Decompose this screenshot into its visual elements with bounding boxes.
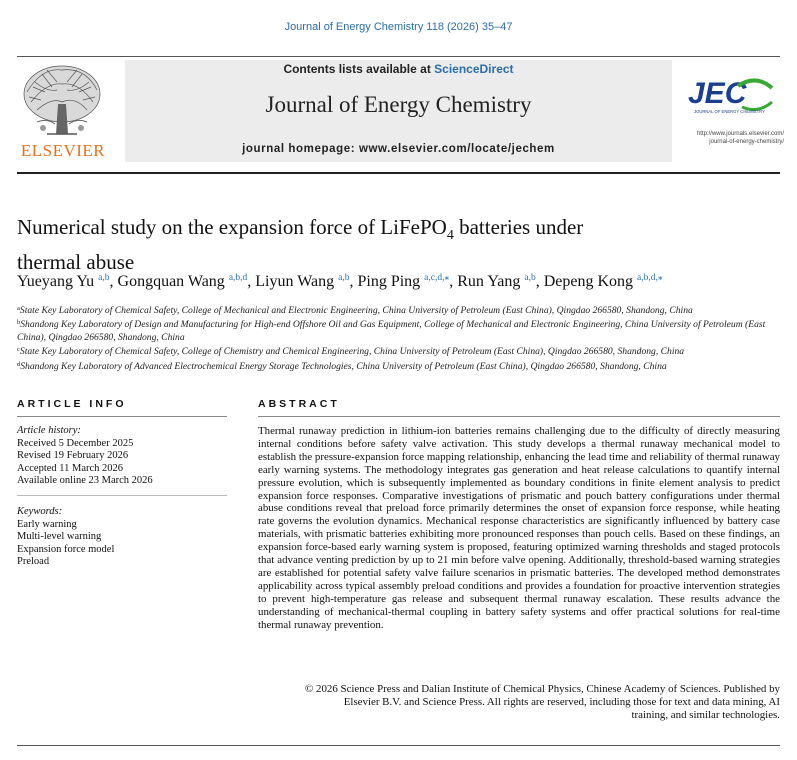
affiliation-text: State Key Laboratory of Chemical Safety, College of Mechanical and Electronic Engineering, China University of Petroleum (East China), Qingdao 266580, Shandong, China bbox=[19, 305, 693, 316]
journal-header-box bbox=[125, 60, 672, 162]
author-separator: , bbox=[449, 273, 458, 290]
article-info-divider bbox=[17, 416, 227, 417]
author[interactable] bbox=[17, 273, 118, 290]
author-separator: , bbox=[109, 273, 118, 290]
author[interactable] bbox=[544, 273, 663, 290]
elsevier-wordmark[interactable]: ELSEVIER bbox=[20, 141, 106, 160]
author-name: Liyun Wang bbox=[255, 273, 335, 290]
affiliation-text: State Key Laboratory of Chemical Safety, College of Chemistry and Chemical Engineering, China University of Petroleum (East China), Qingdao 266580, Shandong, China bbox=[19, 346, 685, 358]
keywords-block bbox=[17, 506, 227, 569]
jec-logo-icon bbox=[686, 76, 778, 116]
history-revised: Revised 19 February 2026 bbox=[17, 450, 129, 461]
jec-url[interactable] bbox=[684, 130, 784, 146]
affiliation-key: a bbox=[17, 305, 20, 312]
journal-title: Journal of Energy Chemistry bbox=[265, 92, 532, 117]
keywords-label: Keywords: bbox=[17, 506, 63, 517]
affiliation-list bbox=[17, 303, 787, 373]
article-info-heading: ARTICLE INFO bbox=[17, 398, 127, 410]
title-line2: thermal abuse bbox=[17, 250, 135, 275]
affiliation-item bbox=[17, 359, 787, 373]
affiliation-key: d bbox=[17, 360, 21, 368]
info-divider bbox=[17, 495, 227, 496]
author-separator: , bbox=[349, 273, 358, 290]
history-online: Available online 23 March 2026 bbox=[17, 475, 153, 486]
affiliation-key: c bbox=[17, 346, 20, 354]
author-list bbox=[17, 272, 787, 291]
author-name: Gongquan Wang bbox=[117, 273, 225, 290]
jec-logo-text: JEC bbox=[688, 77, 747, 110]
affiliation-text: Shandong Key Laboratory of Advanced Electrochemical Energy Storage Technologies, China University of Petroleum (East China), Qingdao 266580, Shandong, China bbox=[20, 360, 667, 372]
keyword-item: Expansion force model bbox=[17, 543, 115, 555]
homepage-label: journal homepage: bbox=[242, 143, 359, 155]
elsevier-tree-icon bbox=[17, 62, 107, 142]
history-label: Article history: bbox=[17, 425, 81, 436]
author[interactable] bbox=[357, 273, 457, 290]
abstract-divider bbox=[258, 416, 780, 417]
author-name: Run Yang bbox=[457, 273, 521, 290]
contents-prefix: Contents lists available at bbox=[283, 62, 435, 76]
keyword-item: Multi-level warning bbox=[17, 531, 102, 542]
author-affiliation-marks[interactable]: a,b,d,⁎ bbox=[637, 273, 663, 283]
author-affiliation-marks[interactable]: a,b bbox=[338, 273, 350, 283]
title-line1: Numerical study on the expansion force of LiFePO bbox=[17, 215, 447, 239]
author-affiliation-marks[interactable]: a,b bbox=[524, 273, 536, 283]
affiliation-item bbox=[17, 317, 787, 344]
abstract-text: Thermal runaway prediction in lithium-ion batteries remains challenging due to the difficulty of directly measuring internal conditions before safety valve activation. This study develops a thermal runaway mechanical model to establish the pressure-expansion force mapping relationship, enhancing the lead time and reliability of thermal runaway early warning systems. The methodology integrates gas generation and heat release calculations to quantify internal pressure evolution, which is subsequently implemented as boundary conditions in finite element analysis to predict expansion force responses. Comparative investigations of prismatic and pouch battery configurations under thermal abuse conditions reveal that preload force primarily determines the onset of expansion force response, while heating rate governs the evolution dynamics. Mechanical response characteristics are significantly influenced by battery case materials, with prismatic batteries exhibiting more pronounced responses than pouch cells. Based on these findings, an expansion force-based early warning system is proposed, featuring optimized warning thresholds and staged protocols that advance venting prediction by up to 21 min before valve opening. Additionally, threshold-based warning strategies are established for potential safety valve failure scenarios in prismatic batteries. The developed method demonstrates applicability across typical assembly preload conditions and provides a foundation for proactive intervention strategies to prevent high-temperature gas release and subsequent thermal runaway escalation. These results advance the understanding of mechanical-thermal coupling in battery safety systems and offer practical solutions for real-time thermal runaway prevention. bbox=[258, 425, 780, 631]
journal-reference[interactable]: Journal of Energy Chemistry 118 (2026) 35–47 bbox=[284, 21, 513, 33]
jec-url-line1: http://www.journals.elsevier.com/ bbox=[696, 131, 784, 137]
author-separator: , bbox=[535, 273, 544, 290]
sciencedirect-link[interactable]: ScienceDirect bbox=[434, 62, 514, 76]
jec-logo-caption: JOURNAL OF ENERGY CHEMISTRY bbox=[694, 109, 765, 114]
contents-line bbox=[125, 62, 672, 76]
homepage-url-link[interactable]: www.elsevier.com/locate/jechem bbox=[358, 143, 555, 155]
author-name: Depeng Kong bbox=[543, 273, 634, 290]
author-name: Yueyang Yu bbox=[17, 273, 95, 290]
header-divider bbox=[17, 172, 780, 174]
author-affiliation-marks[interactable]: a,c,d,⁎ bbox=[424, 273, 450, 283]
author-affiliation-marks[interactable]: a,b bbox=[98, 273, 110, 283]
title-line1-end: batteries under bbox=[453, 215, 584, 239]
affiliation-item bbox=[17, 303, 787, 317]
journal-homepage bbox=[125, 143, 672, 155]
history-accepted: Accepted 11 March 2026 bbox=[17, 462, 124, 474]
title-subscript: 4 bbox=[446, 228, 454, 244]
article-history bbox=[17, 425, 227, 488]
keyword-item: Preload bbox=[17, 556, 50, 567]
author[interactable] bbox=[255, 273, 357, 290]
affiliation-key: b bbox=[17, 319, 21, 327]
author-separator: , bbox=[247, 273, 256, 290]
bottom-divider bbox=[17, 745, 780, 746]
history-received: Received 5 December 2025 bbox=[17, 437, 134, 449]
copyright-line: © 2026 Science Press and Dalian Institute of Chemical Physics, Chinese Academy of Sciences. Published by bbox=[305, 683, 780, 695]
jec-url-line2: journal-of-energy-chemistry/ bbox=[709, 139, 784, 145]
affiliation-text: Shandong Key Laboratory of Design and Manufacturing for High-end Offshore Oil and Gas Equipment, College of Mechanical and Electronic Engineering, China University of Petroleum (East China), Qingdao 266580, Shandong, China bbox=[17, 319, 766, 343]
copyright-notice bbox=[258, 683, 780, 722]
keyword-item: Early warning bbox=[17, 518, 77, 530]
author-name: Ping Ping bbox=[357, 273, 421, 290]
abstract-heading: ABSTRACT bbox=[258, 398, 340, 410]
copyright-line: training, and similar technologies. bbox=[631, 708, 780, 721]
paper-title bbox=[17, 214, 717, 275]
top-divider bbox=[17, 56, 780, 57]
author[interactable] bbox=[118, 273, 256, 290]
author[interactable] bbox=[457, 273, 543, 290]
jec-logo[interactable] bbox=[686, 76, 778, 116]
author-affiliation-marks[interactable]: a,b,d bbox=[228, 273, 248, 283]
affiliation-item bbox=[17, 344, 787, 358]
copyright-line: Elsevier B.V. and Science Press. All rights are reserved, including those for text and data mining, AI bbox=[343, 695, 780, 708]
